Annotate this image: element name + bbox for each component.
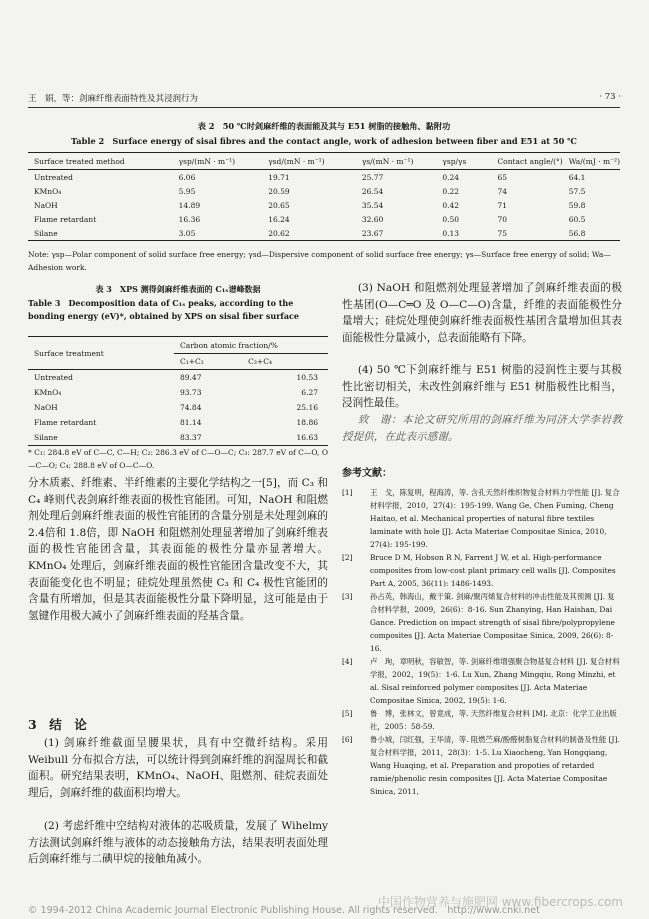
table-row: [28, 415, 328, 430]
table2-note: Note: γsp—Polar component of solid surface free energy; γsd—Dispersive component of solid surface free energy; γs—Surface free energy of solid; Wa—Adhesion work.: [28, 250, 611, 272]
table-cell: 0.24: [442, 172, 460, 182]
table3-note: * C₁: 284.8 eV of C—C, C—H; C₂: 286.3 eV of C—O—C; C₃: 287.7 eV of C—O, O—C—O; C₄: 288.8 eV of O—C—O.: [28, 448, 328, 470]
table2-header-row: [28, 153, 620, 170]
table-cell: 14.89: [178, 200, 201, 210]
table2-col-head: Contact angle/(°): [491, 153, 562, 170]
conclusion-1: (1) 剑麻纤维截面呈腰果状，具有中空微纤结构。采用 Weibull 分布拟合方法，可以统计得到剑麻纤维的润湿周长和截面积。研究结果表明，KMnO₄、NaOH、阻燃剂、硅烷表面处理后，剑麻纤维的截面积均增大。: [28, 737, 328, 799]
table3-header-row: [28, 337, 328, 354]
table-cell: 75: [497, 228, 507, 238]
table3-col-head: Surface treatment: [28, 337, 174, 370]
table-row: [28, 170, 620, 185]
table3-sub-head: C₁+C₂: [174, 354, 242, 370]
reference-list: [342, 486, 622, 798]
reference-number: [4]: [342, 657, 353, 666]
reference-number: [1]: [342, 488, 353, 497]
table-cell: 70: [497, 214, 507, 224]
reference-text: 卢 珣，章明秋，容敏智，等. 剑麻纤维增强聚合物基复合材料 [J]. 复合材料学报，2002，19(5)：1-6. Lu Xun, Zhang Mingqiu, Rong Minzhi, et al. Sisal reinforced polymer composites [J]. Acta Materiae Compositae Sinica, 2002, 19(5): 1-6.: [370, 657, 620, 705]
table-cell: 23.67: [361, 228, 384, 238]
table-cell: Silane: [34, 228, 58, 238]
table-row: [28, 430, 328, 446]
table-cell: 0.13: [442, 228, 460, 238]
section-3-title: 3 结 论: [28, 717, 87, 732]
table-cell: KMnO₄: [34, 186, 62, 196]
table2-col-head: γs/(mN · m⁻¹): [356, 153, 437, 170]
reference-text: 鲁小城，闫红强，王华清，等. 阻燃苎麻/酚醛树脂复合材料的制备及性能 [J]. 复合材料学报，2011，28(3)：1-5. Lu Xiaocheng, Yan Hongqiang, Wang Huaqing, et al. Preparation and propoties of retarded ramie/phenolic resin composites [J]. Acta Materiae Compositae Sinica, 2011,: [370, 735, 620, 796]
table-cell: 60.5: [568, 214, 586, 224]
table-row: [28, 370, 328, 386]
references-title: 参考文献：: [342, 468, 392, 479]
table-cell: 5.95: [178, 186, 196, 196]
conclusion-3: (3) NaOH 和阻燃剂处理显著增加了剑麻纤维表面的极性基团(O—C═O 及 O—C—O)含量，纤维的表面能极性分量增大；硅烷处理使剑麻纤维表面极性基团含量增加但其表面能极性分量减小，总表面能略有下降。: [342, 282, 622, 344]
table-cell: 0.50: [442, 214, 460, 224]
table-row: [28, 385, 328, 400]
table-cell: Untreated: [34, 172, 73, 182]
table-cell: 16.24: [268, 214, 290, 224]
reference-item: [342, 551, 622, 590]
reference-text: 孙占英，韩海山，戴干策. 剑麻/聚丙烯复合材料的冲击性能及其预测 [J]. 复合材料学报，2009，26(6)：8-16. Sun Zhanying, Han Haishan, Dai Gance. Prediction on impact strength of sisal fibre/polypropylene composites [J]. Acta Materiae Compositae Sinica, 2009, 26(6): 8-16.: [370, 592, 615, 653]
table3-group-head: Carbon atomic fraction/%: [174, 337, 328, 354]
table3-caption-en: Table 3 Decomposition data of C₁ₛ peaks, according to the bonding energy (eV)*, obtained by XPS on sisal fiber surface: [28, 298, 299, 321]
table-cell: 25.77: [361, 172, 384, 182]
table-cell: 59.8: [568, 200, 586, 210]
table2-col-head: γsd/(mN · m⁻¹): [262, 153, 356, 170]
table-cell: Flame retardant: [34, 214, 97, 224]
table2-col-head: Wa/(mJ · m⁻²): [563, 153, 620, 170]
table-cell: 18.86: [296, 418, 318, 427]
table-cell: 89.47: [180, 373, 202, 382]
table2: [28, 152, 620, 241]
reference-item: [342, 707, 622, 733]
table-cell: 83.37: [180, 433, 202, 442]
reference-number: [6]: [342, 735, 353, 744]
table-cell: Silane: [34, 433, 58, 442]
table-cell: 57.5: [568, 186, 586, 196]
table-cell: 6.27: [301, 388, 318, 397]
table3-caption-cn: 表 3 XPS 测得剑麻纤维表面的 C₁ₛ谱峰数据: [95, 284, 261, 294]
table-cell: 64.1: [568, 172, 586, 182]
running-header: [28, 92, 621, 106]
table3-sub-head: C₃+C₄: [242, 354, 328, 370]
table-row: [28, 198, 620, 212]
table-row: [28, 226, 620, 241]
table-cell: 20.59: [268, 186, 290, 196]
header-title: 王 娟，等：剑麻纤维表面特性及其浸润行为: [28, 94, 199, 104]
acknowledgement: 致 谢：本论文研究所用的剑麻纤维为同济大学李岩教授提供，在此表示感谢。: [342, 414, 622, 443]
table-cell: 10.53: [296, 373, 318, 382]
table3: [28, 336, 328, 446]
table-cell: 71: [497, 200, 507, 210]
table-cell: 3.05: [178, 228, 196, 238]
table2-col-head: γsp/(mN · m⁻¹): [173, 153, 263, 170]
table2-col-head: γsp/γs: [436, 153, 491, 170]
table-row: [28, 212, 620, 226]
table-cell: 74.84: [180, 403, 202, 412]
header-rule: [28, 107, 620, 108]
reference-text: Bruce D M, Hobson R N, Farrent J W, et al. High-performance composites from low-cost plant primary cell walls [J]. Composites Part A, 2005, 36(11): 1486-1493.: [370, 553, 616, 588]
table-cell: 65: [497, 172, 507, 182]
table-cell: Flame retardant: [34, 418, 97, 427]
table-cell: NaOH: [34, 200, 58, 210]
page-number: · 73 ·: [599, 92, 621, 102]
table-cell: 0.42: [442, 200, 460, 210]
table-cell: 35.54: [361, 200, 384, 210]
conclusion-4: (4) 50 ℃下剑麻纤维与 E51 树脂的浸润性主要与其极性比密切相关，未改性剑麻纤维与 E51 树脂极性比相当，浸润性最佳。: [342, 364, 622, 410]
table-cell: 20.65: [268, 200, 290, 210]
reference-number: [5]: [342, 709, 353, 718]
table-cell: 25.16: [296, 403, 318, 412]
conclusion-2: (2) 考虑纤维中空结构对液体的芯吸质量，发展了 Wihelmy 方法测试剑麻纤维与液体的动态接触角方法，结果表明表面处理后剑麻纤维与二碘甲烷的接触角减小。: [28, 820, 328, 866]
table-cell: 16.63: [296, 433, 318, 442]
reference-text: 鲁 博，张林文，曾竟成，等. 天然纤维复合材料 [M]. 北京：化学工业出版社，2005：58-59.: [370, 709, 617, 731]
table-cell: NaOH: [34, 403, 58, 412]
table2-caption-cn: 表 2 50 ℃时剑麻纤维的表面能及其与 E51 树脂的接触角、黏附功: [197, 121, 451, 131]
copyright-footer: © 1994-2012 China Academic Journal Electronic Publishing House. All rights reserved. http://www.cnki.net: [28, 905, 540, 916]
table-cell: 81.14: [180, 418, 202, 427]
table-cell: Untreated: [34, 373, 73, 382]
table2-col-head: Surface treated method: [28, 153, 173, 170]
watermark: 中国作物营养与施肥网 www.fibercrops.com: [377, 895, 623, 909]
reference-item: [342, 733, 622, 798]
reference-number: [3]: [342, 592, 353, 601]
table-cell: 19.71: [268, 172, 290, 182]
table-cell: 26.54: [361, 186, 384, 196]
table-cell: 6.06: [178, 172, 196, 182]
table-cell: 74: [497, 186, 507, 196]
table-row: [28, 400, 328, 415]
table2-caption-en: Table 2 Surface energy of sisal fibres and the contact angle, work of adhesion between fiber and E51 at 50 ℃: [71, 136, 577, 146]
table-cell: 32.60: [361, 214, 384, 224]
reference-number: [2]: [342, 553, 353, 562]
left-paragraph: 分木质素、纤维素、半纤维素的主要化学结构之一[5]，而 C₃ 和 C₄ 峰则代表剑麻纤维表面的极性官能团。可知，NaOH 和阻燃剂处理后剑麻纤维表面的极性官能团的含量分别是未处理剑麻的 2.4倍和 1.8倍，即 NaOH 和阻燃剂处理显著增加了剑麻纤维表面的极性官能团含量，其表面能的极性分量亦显著增大。KMnO₄ 处理后，剑麻纤维表面的极性官能团含量改变不大，其表面能变化也不明显；硅烷处理虽然使 C₃ 和 C₄ 极性官能团的含量有所增加，但是其表面能极性分量下降明显，这可能是由于氢键作用极大减小了剑麻纤维表面的羟基含量。: [28, 477, 328, 622]
table-cell: 0.22: [442, 186, 460, 196]
table-cell: 16.36: [178, 214, 201, 224]
table-cell: 20.62: [268, 228, 290, 238]
reference-item: [342, 486, 622, 551]
reference-text: 王 戈，陈复明，程海涛，等. 含孔天然纤维织物复合材料力学性能 [J]. 复合材料学报，2010，27(4)：195-199. Wang Ge, Chen Fuming, Cheng Haitao, et al. Mechanical properties of natural fibre textiles laminate with hole [J]. Acta Materiae Compositae Sinica, 2010, 27(4): 195-199.: [370, 488, 620, 549]
table-cell: KMnO₄: [34, 388, 62, 397]
table-cell: 93.73: [180, 388, 202, 397]
table-row: [28, 184, 620, 198]
table-cell: 56.8: [568, 228, 586, 238]
reference-item: [342, 655, 622, 707]
reference-item: [342, 590, 622, 655]
